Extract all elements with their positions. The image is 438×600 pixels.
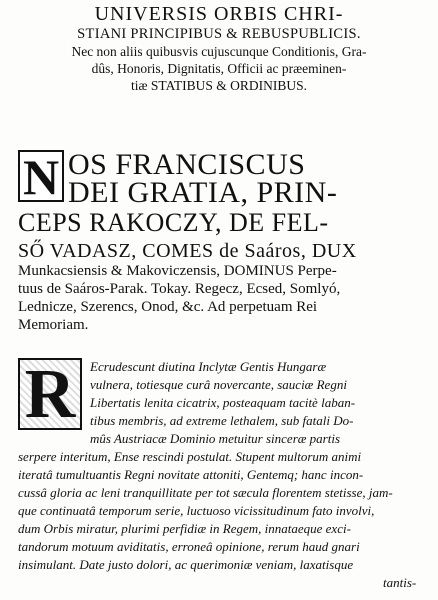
header-line-1: UNIVERSIS ORBIS CHRI- [94,3,344,25]
drop-cap-r [18,356,82,433]
body-line: dum Orbis miratur, plurimi perfidiæ in Regem, innataeque exci- [18,521,351,536]
body-line: que continuatâ temporum serie, luctuoso vicissitudinum fato involvi, [18,503,375,518]
catchword: tantis- [383,575,417,590]
header-line-5: tiæ STATIBUS & ORDINIBUS. [131,78,307,93]
header-line-4: dûs, Honoris, Dignitatis, Officii ac præeminen- [91,61,347,76]
body-line: cussâ gloria ac leni tranquillitate per tot sæcula florentem stetisse, jam- [18,485,393,500]
drop-cap-n-letter: N [22,149,60,205]
drop-cap-r-letter: R [24,356,76,433]
header-line-2: STIANI PRINCIPIBUS & REBUSPUBLICIS. [77,26,361,42]
proclamation-line-3: CEPS RAKOCZY, DE FEL- [18,208,329,237]
drop-cap-n [18,149,64,205]
body-line: serpere interitum, Ense rescindi postulat. Stupent multorum animi [18,449,362,464]
proclamation-line-1: OS FRANCISCUS [68,148,306,181]
header-line-3: Nec non aliis quibusvis cujuscunque Conditionis, Gra- [71,44,367,59]
body-line: mûs Austriacæ Dominio metuitur sinceræ partis [90,431,341,446]
body-line: iteratâ tumultuantis Regni novitate attoniti, Gentemq; hanc incon- [18,467,364,482]
proclamation-line-8: Memoriam. [18,317,89,333]
proclamation-line-2: DEI GRATIA, PRIN- [68,176,338,209]
proclamation-line-5: Munkacsiensis & Makoviczensis, DOMINUS Perpe- [18,263,337,279]
body-line: Ecrudescunt diutina Inclytæ Gentis Hungaræ [90,359,327,374]
body-line: tibus membris, ad extreme lethalem, sub fatali Do- [90,413,354,428]
proclamation-line-4: SŐ VADASZ, COMES de Saáros, DUX [18,240,357,262]
body-line: vulnera, totiesque curâ novercante, sauciæ Regni [90,377,347,392]
body-line: insimulant. Date justo dolori, ac querimoniæ veniam, laxatisque [18,557,354,572]
proclamation-line-7: Ledniczе, Szerencs, Onod, &c. Ad perpetuam Rei [18,299,318,315]
body-line: tandorum motuum aviditatis, erroneâ opinione, rerum haud gnari [18,539,360,554]
proclamation-line-6: tuus de Saáros-Parak. Tokay. Regecz, Ecsed, Somlyó, [18,281,341,297]
address-header [8,2,430,94]
body-line: Libertatis lenita cicatrix, posteaquam tacitè laban- [90,395,356,410]
